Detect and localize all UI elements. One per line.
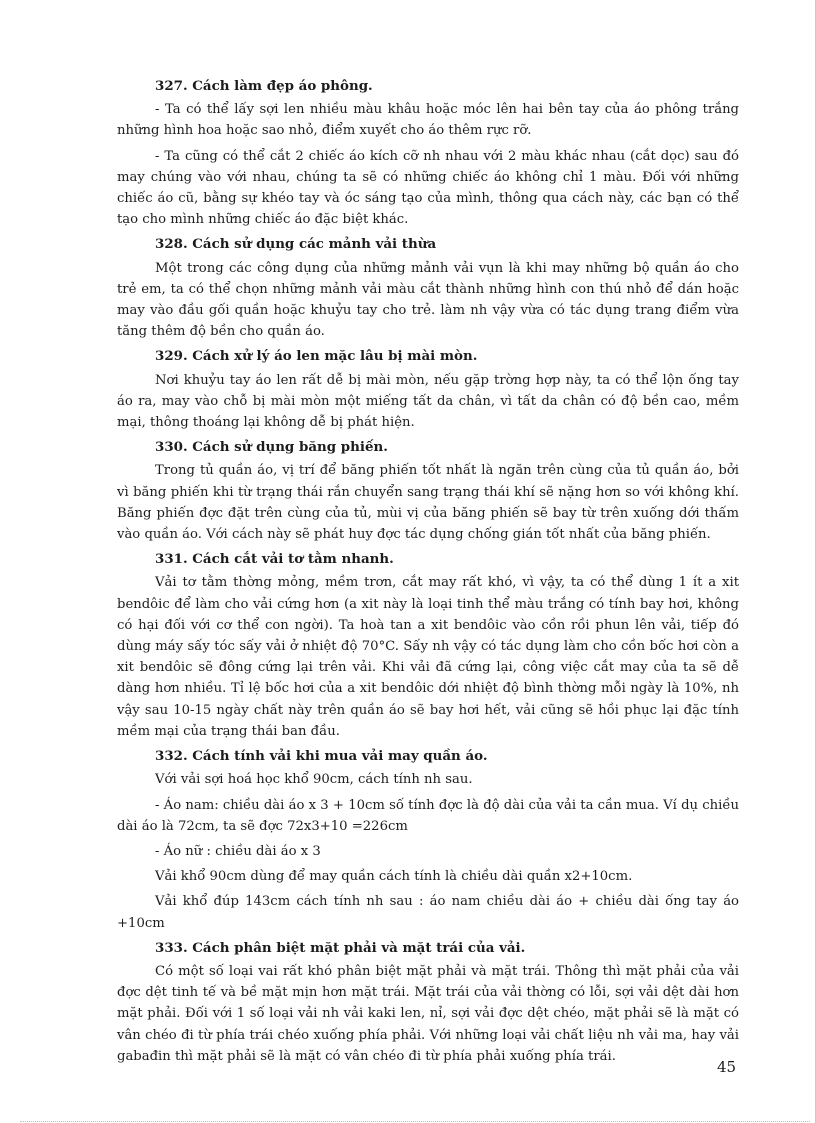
section-title: 332. Cách tính vải khi mua vải may quần áo. [155,748,488,765]
section-332 [117,746,739,934]
section-title: 328. Cách sử dụng các mảnh vải thừa [155,236,437,253]
paragraph: Nơi khuỷu tay áo len rất dễ bị mài mòn, nếu gặp trờng hợp này, ta có thể lộn ống tay áo ra, may vào chỗ bị mài mòn một miếng tất da chân, vì tất da chân có độ bền cao, mềm mại, thông thoáng lại không dễ bị phát hiện. [117,372,739,431]
paragraph: Với vải sợi hoá học khổ 90cm, cách tính nh sau. [155,772,473,788]
section-333 [117,938,739,1067]
paragraph: - Ta cũng có thể cắt 2 chiếc áo kích cỡ nh nhau với 2 màu khác nhau (cắt dọc) sau đó may chúng vào với nhau, chúng ta sẽ có những chiếc áo không chỉ 1 màu. Đối với những chiếc áo cũ, bằng sự khéo tay và óc sáng tạo của mình, thông qua cách này, các bạn có thể tạo cho mình những chiếc áo đặc biệt khác. [117,148,739,228]
page-content [117,76,739,1071]
paragraph: Một trong các công dụng của những mảnh vải vụn là khi may những bộ quần áo cho trẻ em, ta có thể chọn những mảnh vải màu cắt thành những hình con thú nhỏ để dán hoặc may vào đầu gối quần hoặc khuỷu tay cho trẻ. làm nh vậy vừa có tác dụng trang điểm vừa tăng thêm độ bền cho quần áo. [117,260,739,340]
paragraph: Có một số loại vai rất khó phân biệt mặt phải và mặt trái. Thông thì mặt phải của vải đợc dệt tinh tế và bề mặt mịn hơn mặt trái. Mặt trái của vải thờng có lỗi, sợi vải dệt dài hơn mặt phải. Đối với 1 số loại vải nh vải kaki len, nỉ, sợi vải đợc dệt chéo, mặt phải sẽ là mặt có vân chéo đi từ phía trái chéo xuống phía phải. Với những loại vải chất liệu nh vải ma, hay vải gabađin thì mặt phải sẽ là mặt có vân chéo đi từ phía phải xuống phía trái. [117,963,739,1064]
section-title: 329. Cách xử lý áo len mặc lâu bị mài mòn. [155,348,478,365]
paragraph: Vải khổ 90cm dùng để may quần cách tính là chiều dài quần x2+10cm. [155,869,633,885]
paragraph: Vải khổ đúp 143cm cách tính nh sau : áo nam chiều dài áo + chiều dài ống tay áo +10cm [117,894,739,931]
section-title: 330. Cách sử dụng băng phiến. [155,439,388,456]
section-329 [117,346,739,433]
section-title: 327. Cách làm đẹp áo phông. [155,78,373,94]
section-328 [117,234,739,342]
paragraph: - Áo nữ : chiều dài áo x 3 [155,843,321,859]
section-title: 333. Cách phân biệt mặt phải và mặt trái của vải. [155,939,526,956]
page-number: 45 [717,1058,737,1076]
paragraph: Vải tơ tằm thờng mỏng, mềm trơn, cắt may rất khó, vì vậy, ta có thể dùng 1 ít a xit bendôic để làm cho vải cứng hơn (a xit này là loại tinh thể màu trắng có tính bay hơi, không có hại đối với cơ thể con ngời). Ta hoà tan a xit bendôic vào cồn rồi phun lên vải, tiếp đó dùng máy sấy tóc sấy vải ở nhiệt độ 70°C. Sấy nh vậy có tác dụng làm cho cồn bốc hơi còn a xit bendôic sẽ đông cứng lại trên vải. Khi vải đã cứng lại, công việc cắt may của ta sẽ dễ dàng hơn nhiều. Tỉ lệ bốc hơi của a xit bendôic dới nhiệt độ bình thờng mỗi ngày là 10%, nh vậy sau 10-15 ngày chất này trên quần áo sẽ bay hơi hết, vải cũng sẽ hồi phục lại đặc tính mềm mại của trạng thái ban đầu. [117,575,739,739]
section-title: 331. Cách cắt vải tơ tằm nhanh. [155,551,394,568]
section-327 [117,76,739,230]
paragraph: Trong tủ quần áo, vị trí để băng phiến tốt nhất là ngăn trên cùng của tủ quần áo, bởi vì băng phiến khi từ trạng thái rắn chuyển sang trạng thái khí sẽ nặng hơn so với không khí. Băng phiến đợc đặt trên cùng của tủ, mùi vị của băng phiến sẽ bay từ trên xuống dới thấm vào quần áo. Với cách này sẽ phát huy đợc tác dụng chống gián tốt nhất của băng phiến. [117,463,739,543]
section-331 [117,549,739,742]
paragraph: - Áo nam: chiều dài áo x 3 + 10cm số tính đợc là độ dài của vải ta cần mua. Ví dụ chiều dài áo là 72cm, ta sẽ đợc 72x3+10 =226cm [117,797,739,834]
section-330 [117,437,739,545]
page-bottom-rule [20,1121,810,1122]
paragraph: - Ta có thể lấy sợi len nhiều màu khâu hoặc móc lên hai bên tay của áo phông trắng những hình hoa hoặc sao nhỏ, điểm xuyết cho áo thêm rực rỡ. [117,102,739,139]
